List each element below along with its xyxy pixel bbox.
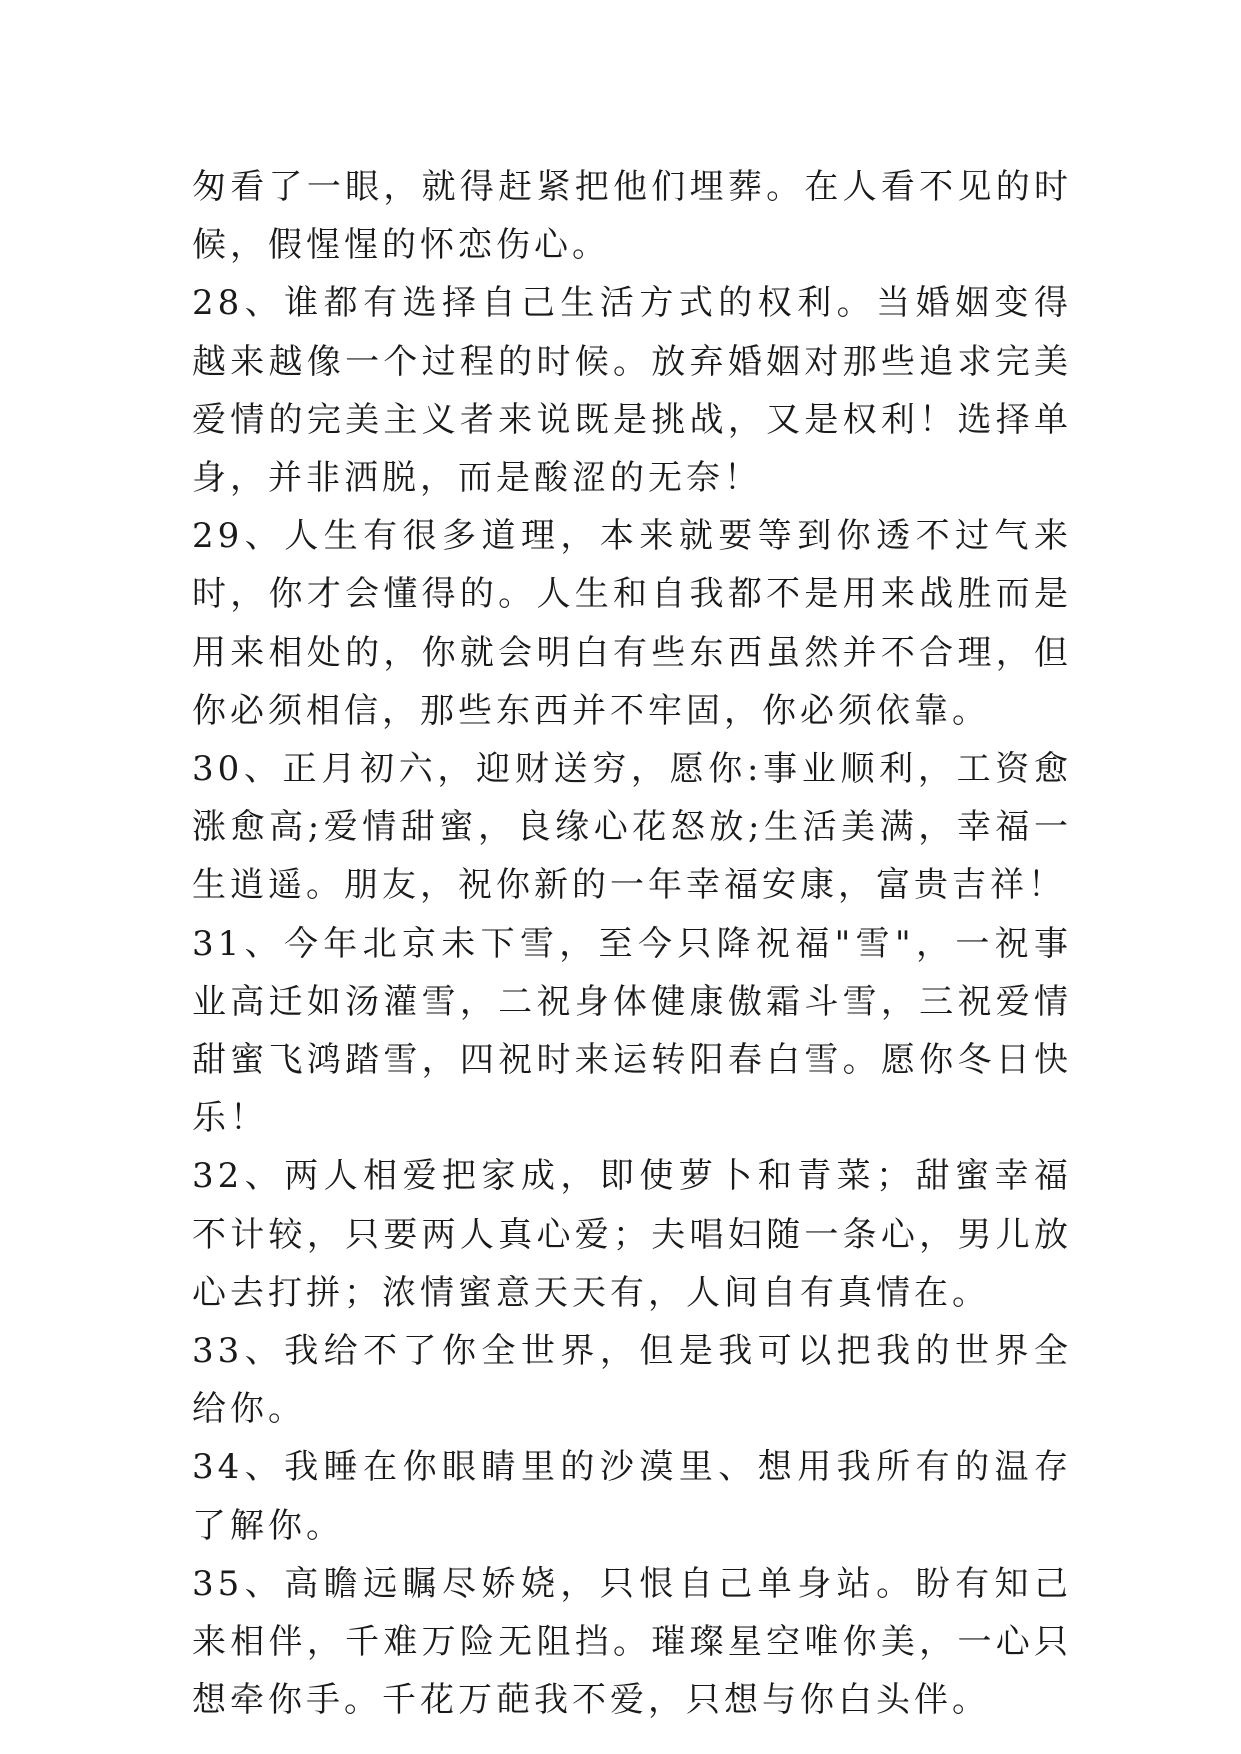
paragraph-30: 30、正月初六，迎财送穷，愿你:事业顺利，工资愈涨愈高;爱情甜蜜，良缘心花怒放;生活美满，幸福一生逍遥。朋友，祝你新的一年幸福安康，富贵吉祥！ — [192, 749, 1072, 906]
paragraph-32: 32、两人相爱把家成，即使萝卜和青菜；甜蜜幸福不计较，只要两人真心爱；夫唱妇随一条心，男儿放心去打拼；浓情蜜意天天有，人间自有真情在。 — [192, 1156, 1072, 1313]
document-page — [192, 158, 1072, 1729]
paragraph-34: 34、我睡在你眼睛里的沙漠里、想用我所有的温存了解你。 — [192, 1447, 1072, 1546]
paragraph-continuation: 匆看了一眼，就得赶紧把他们埋葬。在人看不见的时候，假惺惺的怀恋伤心。 — [192, 167, 1072, 266]
paragraph-28: 28、谁都有选择自己生活方式的权利。当婚姻变得越来越像一个过程的时候。放弃婚姻对那些追求完美爱情的完美主义者来说既是挑战，又是权利！选择单身，并非洒脱，而是酸涩的无奈！ — [192, 283, 1072, 499]
paragraph-31: 31、今年北京未下雪，至今只降祝福"雪"，一祝事业高迁如汤灌雪，二祝身体健康傲霜斗雪，三祝爱情甜蜜飞鸿踏雪，四祝时来运转阳春白雪。愿你冬日快乐！ — [192, 923, 1072, 1139]
paragraph-29: 29、人生有很多道理，本来就要等到你透不过气来时，你才会懂得的。人生和自我都不是用来战胜而是用来相处的，你就会明白有些东西虽然并不合理，但你必须相信，那些东西并不牢固，你必须依靠。 — [192, 516, 1072, 731]
paragraph-35: 35、高瞻远瞩尽娇娆，只恨自己单身站。盼有知己来相伴，千难万险无阻挡。璀璨星空唯你美，一心只想牵你手。千花万葩我不爱，只想与你白头伴。 — [192, 1563, 1072, 1721]
paragraph-33: 33、我给不了你全世界，但是我可以把我的世界全给你。 — [192, 1331, 1072, 1430]
